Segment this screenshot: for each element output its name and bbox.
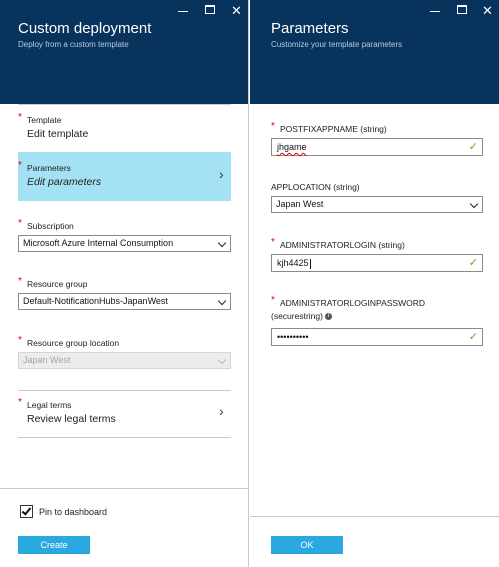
applocation-select[interactable] [271, 196, 483, 213]
administratorloginpassword-type [271, 311, 332, 321]
applocation-value: Japan West [276, 199, 324, 209]
template-row[interactable] [18, 112, 231, 145]
chevron-down-icon [218, 295, 226, 305]
ok-button[interactable]: OK [271, 536, 343, 554]
create-button[interactable]: Create [18, 536, 90, 554]
legal-terms-row[interactable] [18, 397, 231, 430]
administratorlogin-label: ADMINISTRATORLOGIN (string) [280, 240, 405, 250]
resource-group-location-label: Resource group location [27, 338, 120, 348]
blade-title: Parameters [271, 20, 349, 37]
blade-title: Custom deployment [18, 20, 152, 37]
pin-to-dashboard-label: Pin to dashboard [39, 507, 108, 517]
resource-group-field [18, 276, 231, 291]
chevron-right-icon: › [219, 166, 224, 182]
applocation-field [271, 182, 483, 194]
custom-deployment-blade [0, 0, 249, 567]
legal-terms-label: Legal terms [27, 400, 72, 410]
parameters-value: Edit parameters [27, 176, 102, 188]
required-marker: * [271, 295, 275, 306]
required-marker: * [18, 276, 22, 287]
maximize-icon[interactable] [457, 5, 467, 14]
minimize-icon[interactable] [430, 11, 440, 12]
subscription-select[interactable] [18, 235, 231, 252]
pin-to-dashboard-checkbox[interactable] [20, 505, 33, 518]
postfixappname-input[interactable] [271, 138, 483, 156]
administratorlogin-field [271, 237, 483, 252]
footer-divider [250, 516, 499, 517]
resource-group-location-field [18, 335, 231, 350]
subscription-value: Microsoft Azure Internal Consumption [23, 238, 174, 248]
required-marker: * [18, 335, 22, 346]
required-marker: * [18, 160, 22, 171]
required-marker: * [18, 112, 22, 123]
resource-group-location-value: Japan West [23, 355, 71, 365]
blade-header [0, 0, 248, 104]
close-icon[interactable]: ✕ [231, 3, 242, 18]
administratorloginpassword-input[interactable] [271, 328, 483, 346]
legal-terms-value: Review legal terms [27, 413, 116, 425]
checkmark-icon: ✓ [468, 141, 478, 153]
parameters-label: Parameters [27, 163, 71, 173]
footer-divider [0, 488, 248, 489]
chevron-down-icon [218, 237, 226, 247]
parameters-field[interactable] [18, 160, 231, 193]
blade-header [250, 0, 499, 104]
checkmark-icon [22, 505, 32, 515]
resource-group-value: Default-NotificationHubs-JapanWest [23, 296, 168, 306]
info-icon[interactable]: i [325, 313, 332, 320]
checkmark-icon: ✓ [468, 331, 478, 343]
resource-group-select[interactable] [18, 293, 231, 310]
administratorlogin-value: kjh4425 [277, 258, 309, 268]
parameters-blade [250, 0, 499, 567]
divider [18, 437, 231, 438]
required-marker: * [18, 397, 22, 408]
subscription-label: Subscription [27, 221, 74, 231]
applocation-label: APPLOCATION (string) [271, 182, 360, 192]
administratorloginpassword-value: •••••••••• [277, 332, 309, 342]
resource-group-label: Resource group [27, 279, 88, 289]
postfixappname-value: jhgame [277, 142, 307, 152]
text-cursor [310, 259, 311, 269]
blade-subtitle: Customize your template parameters [271, 40, 403, 49]
chevron-right-icon: › [219, 403, 224, 419]
divider [18, 390, 231, 391]
resource-group-location-select [18, 352, 231, 369]
required-marker: * [271, 121, 275, 132]
postfixappname-label: POSTFIXAPPNAME (string) [280, 124, 387, 134]
required-marker: * [271, 237, 275, 248]
chevron-down-icon [218, 354, 226, 364]
securestring-label: (securestring) [271, 311, 323, 321]
postfixappname-field [271, 121, 483, 136]
required-marker: * [18, 218, 22, 229]
blade-subtitle: Deploy from a custom template [18, 40, 129, 49]
maximize-icon[interactable] [205, 5, 215, 14]
subscription-field [18, 218, 231, 233]
template-label: Template [27, 115, 62, 125]
template-value: Edit template [27, 128, 89, 140]
administratorloginpassword-field [271, 295, 483, 322]
chevron-down-icon [470, 198, 478, 208]
divider [18, 104, 231, 105]
administratorlogin-input[interactable] [271, 254, 483, 272]
minimize-icon[interactable] [178, 11, 188, 12]
close-icon[interactable]: ✕ [482, 3, 493, 18]
checkmark-icon: ✓ [468, 257, 478, 269]
administratorloginpassword-label: ADMINISTRATORLOGINPASSWORD [280, 298, 425, 308]
